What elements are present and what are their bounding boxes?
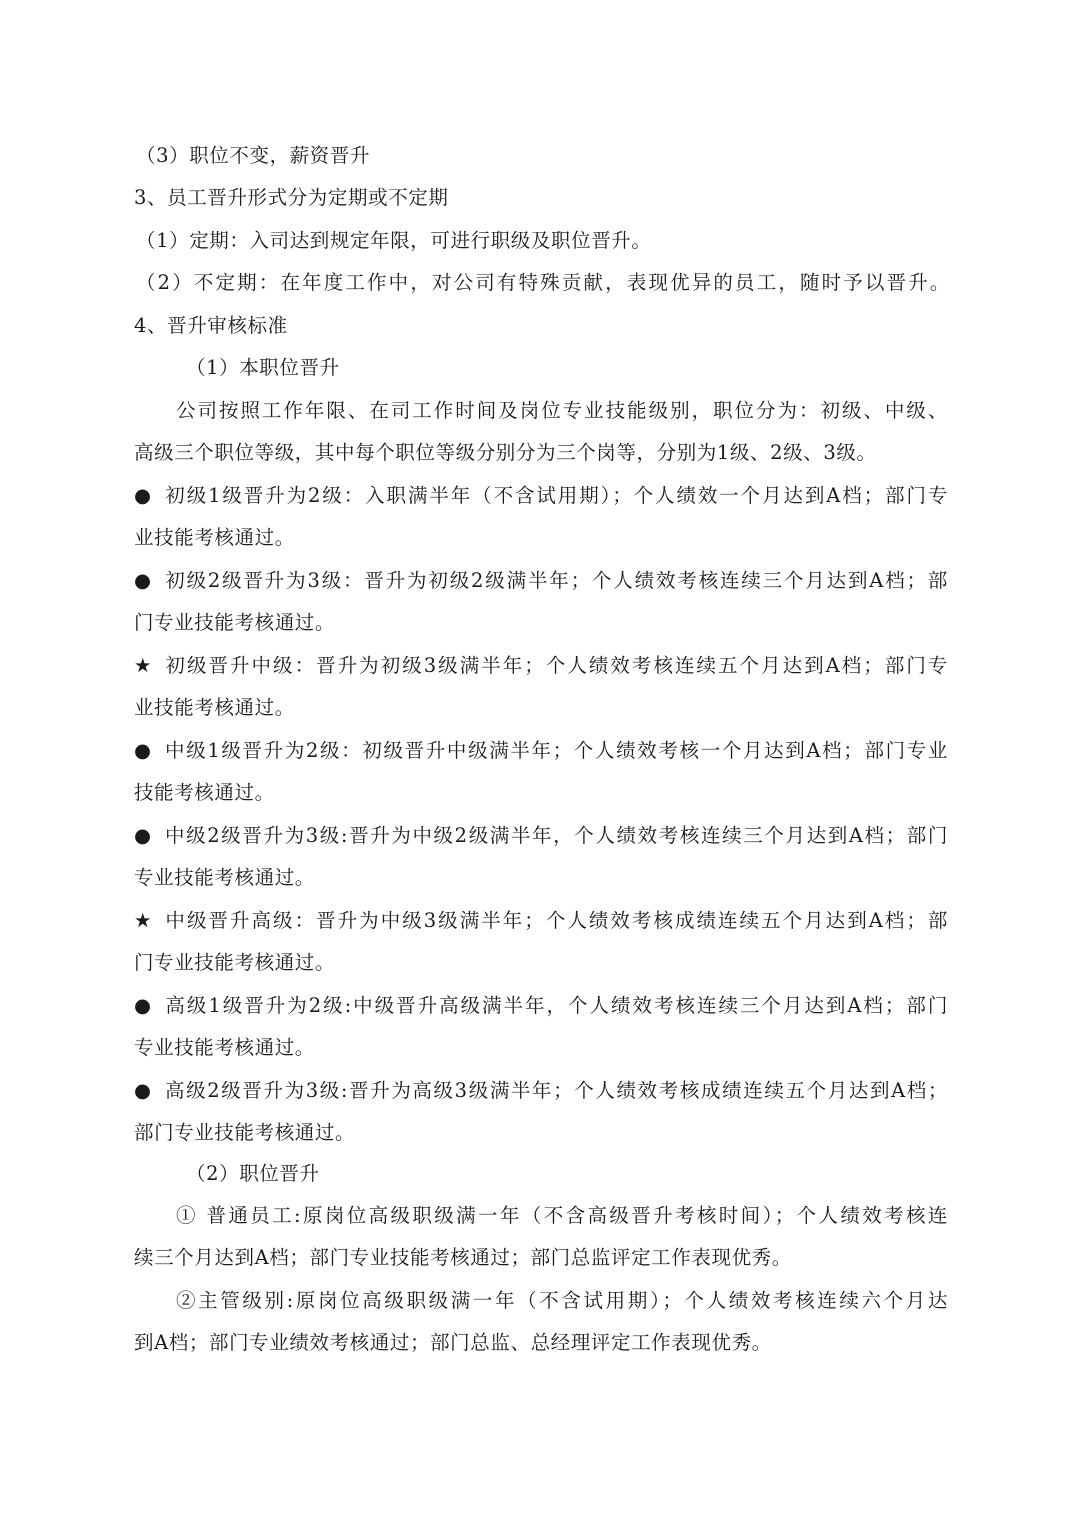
bullet-icon: ●: [134, 994, 152, 1017]
list-item-staff: ① 普通员工:原岗位高级职级满一年（不含高级晋升考核时间）；个人绩效考核连: [176, 1204, 948, 1227]
list-item-regular: （1）定期：入司达到规定年限，可进行职级及职位晋升。: [136, 229, 652, 252]
list-item-continuation: 业技能考核通过。: [134, 526, 295, 549]
list-item-supervisor: ②主管级别:原岗位高级职级满一年（不含试用期）；个人绩效考核连续六个月达: [176, 1289, 948, 1312]
list-item: ● 高级2级晋升为3级:晋升为高级3级满半年；个人绩效考核成绩连续五个月达到A档；: [134, 1077, 948, 1105]
bullet-icon: ●: [134, 1079, 152, 1102]
list-item: ● 中级1级晋升为2级：初级晋升中级满半年；个人绩效考核一个月达到A档；部门专业: [134, 737, 948, 765]
list-item-continuation: 部门专业技能考核通过。: [134, 1121, 356, 1144]
list-item-continuation: 业技能考核通过。: [134, 696, 295, 719]
list-item: ● 初级1级晋升为2级：入职满半年（不含试用期）；个人绩效一个月达到A档；部门专: [134, 482, 948, 510]
list-item: ● 高级1级晋升为2级:中级晋升高级满半年，个人绩效考核连续三个月达到A档；部门: [134, 992, 948, 1020]
list-item-continuation: 门专业技能考核通过。: [134, 951, 336, 974]
list-item-continuation: 专业技能考核通过。: [134, 1036, 315, 1059]
list-item-irregular: （2）不定期：在年度工作中，对公司有特殊贡献，表现优异的员工，随时予以晋升。: [136, 271, 950, 294]
star-icon: ★: [134, 909, 153, 932]
bullet-icon: ●: [134, 484, 152, 507]
paragraph-line: 公司按照工作年限、在司工作时间及岗位专业技能级别，职位分为：初级、中级、: [176, 399, 948, 422]
bullet-icon: ●: [134, 739, 152, 762]
list-item: ★ 中级晋升高级：晋升为中级3级满半年；个人绩效考核成绩连续五个月达到A档；部: [134, 907, 948, 935]
subheading-position-promotion: （1）本职位晋升: [186, 356, 340, 379]
star-icon: ★: [134, 654, 153, 677]
paragraph-line: 高级三个职位等级，其中每个职位等级分别分为三个岗等，分别为1级、2级、3级。: [134, 441, 877, 464]
section-heading-promotion-forms: 3、员工晋升形式分为定期或不定期: [134, 186, 449, 209]
bullet-icon: ●: [134, 569, 152, 592]
list-item-continuation: 续三个月达到A档；部门专业技能考核通过；部门总监评定工作表现优秀。: [134, 1246, 792, 1269]
list-item-continuation: 到A档；部门专业绩效考核通过；部门总监、总经理评定工作表现优秀。: [134, 1331, 772, 1354]
list-item: ● 中级2级晋升为3级:晋升为中级2级满半年，个人绩效考核连续三个月达到A档；部门: [134, 822, 948, 850]
list-item: ★ 初级晋升中级：晋升为初级3级满半年；个人绩效考核连续五个月达到A档；部门专: [134, 652, 948, 680]
list-item-continuation: 专业技能考核通过。: [134, 866, 315, 889]
list-item: ● 初级2级晋升为3级：晋升为初级2级满半年；个人绩效考核连续三个月达到A档；部: [134, 567, 948, 595]
list-item-continuation: 门专业技能考核通过。: [134, 611, 336, 634]
section-heading-review-standards: 4、晋升审核标准: [134, 314, 288, 337]
bullet-icon: ●: [134, 824, 152, 847]
subheading-job-promotion: （2）职位晋升: [186, 1162, 320, 1185]
list-item-continuation: 技能考核通过。: [134, 781, 275, 804]
list-item-salary-promotion: （3）职位不变，薪资晋升: [136, 144, 371, 167]
